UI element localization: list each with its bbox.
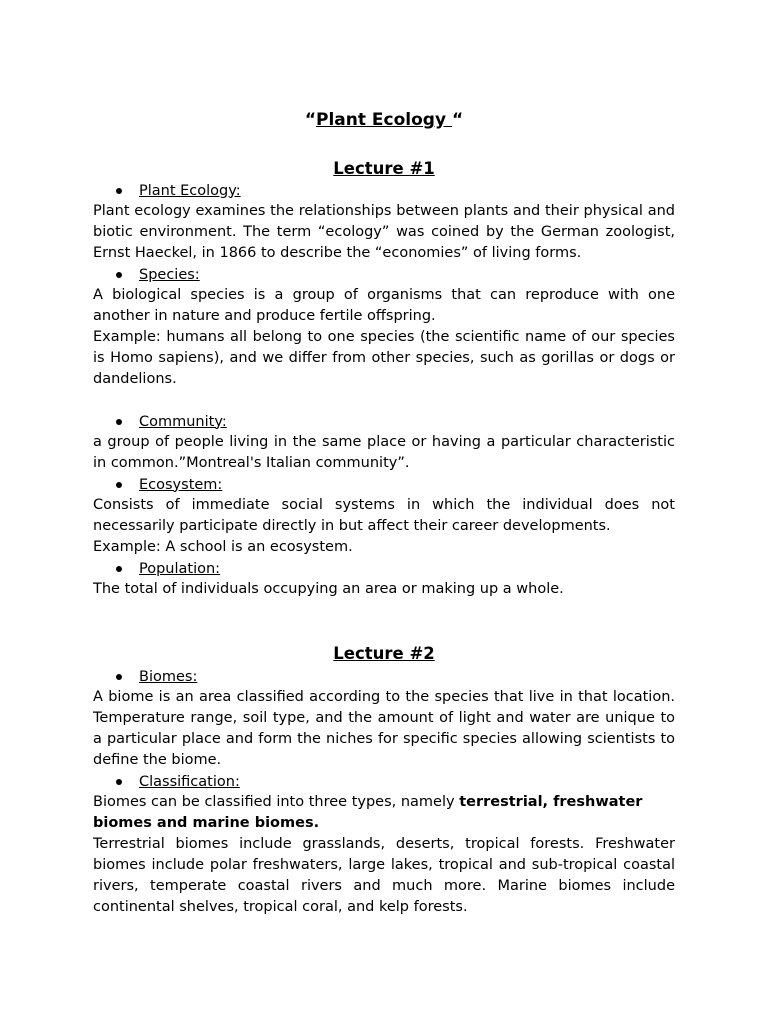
bullet-ecosystem xyxy=(93,474,675,495)
bullet-community xyxy=(93,411,675,432)
title-close-quote: “ xyxy=(451,110,464,130)
classification-text-plain: Biomes can be classified into three types, namely xyxy=(93,794,460,810)
biomes-text: A biome is an area classified according to the species that live in that location. Temperature range, soil type, and the amount of light and water are unique to a particular place and form the niches for specific species allowing scientists to define the biome. xyxy=(93,689,675,768)
bullet-dot-icon xyxy=(116,674,122,680)
species-text: A biological species is a group of organisms that can reproduce with one another in nature and produce fertile offspring. xyxy=(93,287,675,324)
ecosystem-example: Example: A school is an ecosystem. xyxy=(93,539,353,555)
bullet-dot-icon xyxy=(116,482,122,488)
biomes-label: Biomes: xyxy=(139,668,198,685)
document-page xyxy=(93,0,675,1024)
population-label: Population: xyxy=(139,560,221,577)
lecture-1-section xyxy=(93,180,675,600)
bullet-dot-icon xyxy=(116,779,122,785)
spacer xyxy=(93,390,675,411)
classification-label: Classification: xyxy=(139,773,240,790)
community-label: Community: xyxy=(139,413,227,430)
plant-ecology-text: Plant ecology examines the relationships between plants and their physical and biotic environment. The term “ecology” was coined by the German zoologist, Ernst Haeckel, in 1866 to describe the “economies” of living forms. xyxy=(93,203,675,261)
bullet-classification xyxy=(93,771,675,792)
bullet-dot-icon xyxy=(116,272,122,278)
bullet-dot-icon xyxy=(116,419,122,425)
classification-detail: Terrestrial biomes include grasslands, deserts, tropical forests. Freshwater biomes include polar freshwaters, large lakes, tropical and sub-tropical coastal rivers, temperate coastal rivers and much more. Marine biomes include continental shelves, tropical coral, and kelp forests. xyxy=(93,836,675,915)
species-label: Species: xyxy=(139,266,200,283)
lecture-2-section xyxy=(93,666,675,918)
community-text: a group of people living in the same place or having a particular characteristic in common.”Montreal's Italian community”. xyxy=(93,434,675,471)
bullet-plant-ecology xyxy=(93,180,675,201)
bullet-dot-icon xyxy=(116,566,122,572)
population-text: The total of individuals occupying an area or making up a whole. xyxy=(93,581,564,597)
document-title xyxy=(93,110,675,131)
ecosystem-label: Ecosystem: xyxy=(139,476,223,493)
classification-text-bold: terrestrial, freshwater biomes and marine biomes. xyxy=(93,794,643,831)
bullet-dot-icon xyxy=(116,188,122,194)
plant-ecology-label: Plant Ecology: xyxy=(139,182,241,199)
bullet-population xyxy=(93,558,675,579)
classification-text xyxy=(93,792,675,834)
species-example: Example: humans all belong to one species (the scientific name of our species is Homo sapiens), and we differ from other species, such as gorillas or dogs or dandelions. xyxy=(93,329,675,387)
title-open-quote: “ xyxy=(304,110,317,130)
ecosystem-text: Consists of immediate social systems in which the individual does not necessarily participate directly in but affect their career developments. xyxy=(93,497,675,534)
bullet-species xyxy=(93,264,675,285)
lecture-2-heading: Lecture #2 xyxy=(333,644,435,663)
lecture-1-heading: Lecture #1 xyxy=(333,159,435,178)
bullet-biomes xyxy=(93,666,675,687)
title-text: Plant Ecology xyxy=(316,110,452,130)
